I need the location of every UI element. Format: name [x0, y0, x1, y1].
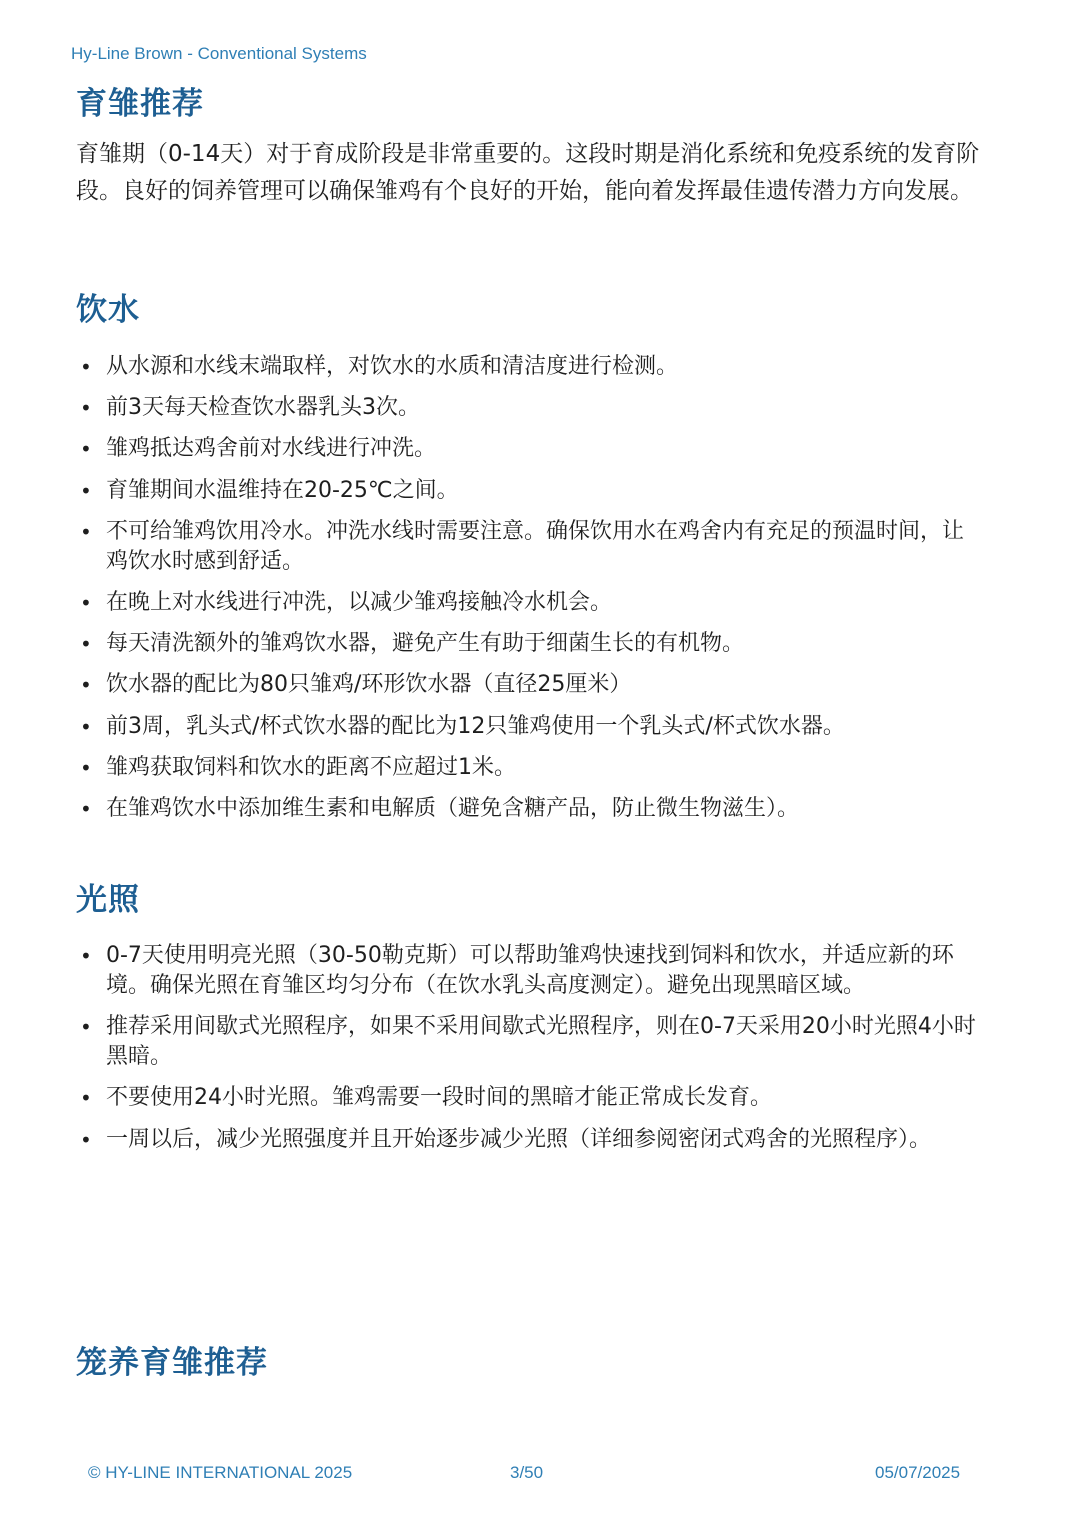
list-item: • 饮水器的配比为80只雏鸡/环形饮水器（直径25厘米） [80, 670, 985, 700]
list-item: • 雏鸡抵达鸡舍前对水线进行冲洗。 [80, 434, 985, 464]
list-item: • 前3周，乳头式/杯式饮水器的配比为12只雏鸡使用一个乳头式/杯式饮水器。 [80, 712, 985, 742]
section-title-water: 饮水 [76, 292, 140, 328]
section-title-brooding: 育雏推荐 [76, 86, 204, 122]
intro-paragraph: 育雏期（0-14天）对于育成阶段是非常重要的。这段时期是消化系统和免疫系统的发育阶段。良好的饲养管理可以确保雏鸡有个良好的开始，能向着发挥最佳遗传潜力方向发展。 [76, 141, 980, 204]
list-item: • 从水源和水线末端取样，对饮水的水质和清洁度进行检测。 [80, 352, 985, 382]
list-item: • 0-7天使用明亮光照（30-50勒克斯）可以帮助雏鸡快速找到饲料和饮水，并适应新的环境。确保光照在育雏区均匀分布（在饮水乳头高度测定）。避免出现黑暗区域。 [80, 941, 985, 1001]
list-item: • 不要使用24小时光照。雏鸡需要一段时间的黑暗才能正常成长发育。 [80, 1083, 985, 1113]
section-title-cage-brooding: 笼养育雏推荐 [76, 1345, 268, 1381]
list-item: • 育雏期间水温维持在20-25℃之间。 [80, 476, 985, 506]
list-item: • 在晚上对水线进行冲洗，以减少雏鸡接触冷水机会。 [80, 588, 985, 618]
section-title-lighting: 光照 [76, 882, 140, 918]
water-list [80, 352, 985, 835]
lighting-list [80, 941, 985, 1166]
list-item: • 在雏鸡饮水中添加维生素和电解质（避免含糖产品，防止微生物滋生）。 [80, 794, 985, 824]
footer-copyright: © HY-LINE INTERNATIONAL 2025 [88, 1463, 353, 1482]
list-item: • 一周以后，减少光照强度并且开始逐步减少光照（详细参阅密闭式鸡舍的光照程序）。 [80, 1125, 985, 1155]
footer-page-number: 3/50 [510, 1463, 544, 1482]
footer-date: 05/07/2025 [875, 1463, 961, 1482]
list-item: • 雏鸡获取饲料和饮水的距离不应超过1米。 [80, 753, 985, 783]
list-item: • 推荐采用间歇式光照程序，如果不采用间歇式光照程序，则在0-7天采用20小时光照4小时黑暗。 [80, 1012, 985, 1072]
header-brand: Hy-Line Brown - Conventional Systems [71, 44, 367, 63]
list-item: • 不可给雏鸡饮用冷水。冲洗水线时需要注意。确保饮用水在鸡舍内有充足的预温时间，让鸡饮水时感到舒适。 [80, 517, 985, 577]
list-item: • 每天清洗额外的雏鸡饮水器，避免产生有助于细菌生长的有机物。 [80, 629, 985, 659]
list-item: • 前3天每天检查饮水器乳头3次。 [80, 393, 985, 423]
